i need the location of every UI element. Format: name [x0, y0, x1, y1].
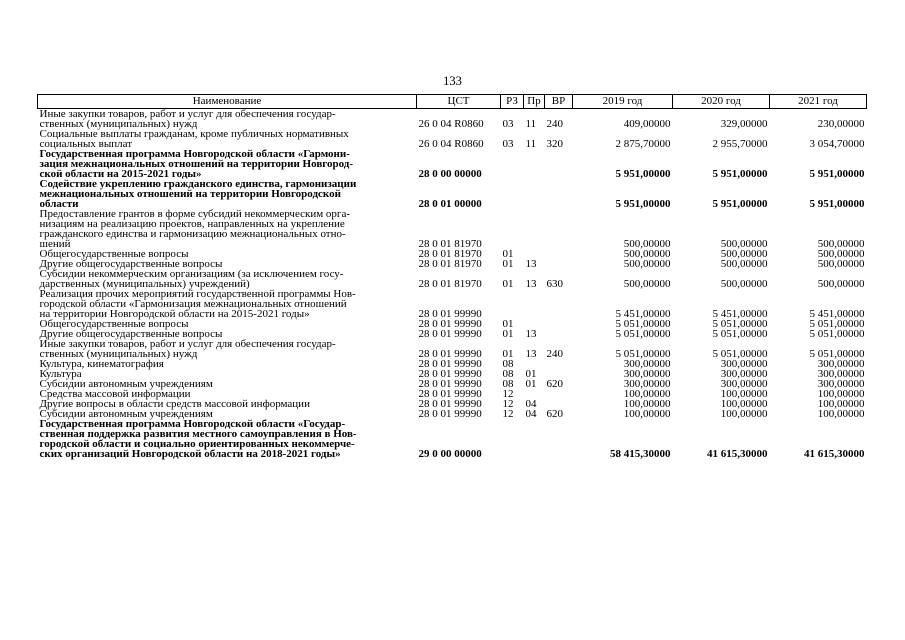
row-2020: 500,00000 [720, 258, 768, 270]
row-pr: 13 [525, 348, 537, 360]
row-2019: 300,00000 [623, 378, 671, 390]
row-name-line: Другие вопросы в области средств массовой информации [39, 398, 310, 410]
row-rz: 01 [502, 278, 514, 290]
row-name-line: городской области и социально ориентированных некоммерче- [39, 438, 355, 450]
row-name-line: Средства массовой информации [39, 388, 191, 400]
header-2021: 2021 год [770, 95, 867, 109]
table-row [38, 209, 867, 249]
row-2021: 100,00000 [817, 408, 865, 420]
row-2021: 5 451,00000 [809, 308, 865, 320]
table-header-row [38, 95, 867, 109]
row-name-line: Культура [39, 368, 82, 380]
row-name [38, 359, 417, 369]
row-2020: 5 051,00000 [712, 348, 768, 360]
row-cst: 28 0 01 99990 [418, 308, 482, 320]
row-rz [501, 179, 524, 209]
row-2019: 100,00000 [623, 398, 671, 410]
row-rz: 01 [502, 348, 514, 360]
row-name-line: шений [39, 238, 71, 250]
row-vr [545, 289, 573, 319]
row-rz: 01 [502, 258, 514, 270]
row-cst: 29 0 00 00000 [418, 448, 482, 460]
row-name-line: Содействие укреплению гражданского единства, гармонизации [39, 178, 357, 190]
row-name-line: Субсидии автономным учреждениям [39, 408, 213, 420]
row-name-line: области [39, 198, 79, 210]
row-2019: 5 951,00000 [615, 198, 671, 210]
table-row [38, 109, 867, 130]
row-2019: 5 451,00000 [615, 308, 671, 320]
row-2020: 5 051,00000 [712, 318, 768, 330]
row-2020: 500,00000 [720, 238, 768, 250]
row-name [38, 339, 417, 359]
row-vr [545, 359, 573, 369]
row-cst: 28 0 00 00000 [418, 168, 482, 180]
row-2019: 5 951,00000 [615, 168, 671, 180]
row-name-line: ственных (муниципальных) нужд [39, 118, 198, 130]
row-2021: 5 951,00000 [809, 168, 865, 180]
header-2019: 2019 год [573, 95, 673, 109]
row-pr: 11 [525, 118, 537, 130]
budget-table [37, 94, 867, 459]
row-2020: 5 951,00000 [712, 168, 768, 180]
row-2020: 100,00000 [720, 388, 768, 400]
row-pr [524, 289, 545, 319]
table-row [38, 149, 867, 179]
header-2020: 2020 год [673, 95, 770, 109]
row-name-line: Субсидии некоммерческим организациям (за исключением госу- [39, 268, 344, 280]
row-name-line: зация межнациональных отношений на территории Новгород- [39, 158, 354, 170]
row-rz [501, 149, 524, 179]
row-rz: 03 [502, 118, 514, 130]
row-2021: 41 615,30000 [804, 448, 865, 460]
row-pr: 13 [525, 278, 537, 290]
row-2020: 100,00000 [720, 408, 768, 420]
row-name-line: Другие общегосударственные вопросы [39, 328, 223, 340]
row-2021: 300,00000 [817, 358, 865, 370]
row-name-line: ственная поддержка развития местного самоуправления в Нов- [39, 428, 357, 440]
row-pr: 04 [525, 398, 537, 410]
row-vr [545, 149, 573, 179]
row-vr [545, 389, 573, 399]
row-pr: 01 [525, 378, 537, 390]
page-number: 133 [443, 74, 462, 88]
row-name-line: ских организаций Новгородской области на 2018-2021 годы» [39, 448, 341, 460]
row-2020: 329,00000 [720, 118, 768, 130]
row-name [38, 179, 417, 209]
row-rz: 12 [502, 388, 514, 400]
row-2019: 500,00000 [623, 258, 671, 270]
row-rz: 01 [502, 248, 514, 260]
row-name [38, 109, 417, 130]
table-row [38, 269, 867, 289]
row-pr [524, 419, 545, 459]
row-2020: 300,00000 [720, 368, 768, 380]
row-name-line: дарственных (муниципальных) учреждений) [39, 278, 250, 290]
row-2020: 300,00000 [720, 358, 768, 370]
row-2021: 500,00000 [817, 278, 865, 290]
row-name [38, 419, 417, 459]
row-2019: 5 051,00000 [615, 328, 671, 340]
row-2021: 5 051,00000 [809, 318, 865, 330]
row-rz: 03 [502, 138, 514, 150]
row-2020: 5 051,00000 [712, 328, 768, 340]
row-name [38, 269, 417, 289]
row-2021: 300,00000 [817, 368, 865, 380]
row-2019: 100,00000 [623, 408, 671, 420]
table-row [38, 419, 867, 459]
row-name-line: на территории Новгородской области на 2015-2021 годы» [39, 308, 310, 320]
row-2019: 100,00000 [623, 388, 671, 400]
row-2021: 100,00000 [817, 398, 865, 410]
row-vr [545, 419, 573, 459]
row-pr: 01 [525, 368, 537, 380]
header-name: Наименование [38, 95, 417, 109]
row-name-line: ственных (муниципальных) нужд [39, 348, 198, 360]
row-rz [501, 289, 524, 319]
row-name-line: социальных выплат [39, 138, 133, 150]
row-rz [501, 419, 524, 459]
row-2019: 58 415,30000 [610, 448, 671, 460]
row-2021: 500,00000 [817, 238, 865, 250]
row-rz: 08 [502, 358, 514, 370]
row-name-line: низациям на реализацию проектов, направленных на укрепление [39, 218, 345, 230]
row-cst: 28 0 01 99990 [418, 318, 482, 330]
row-vr: 240 [546, 348, 563, 360]
row-vr: 620 [546, 378, 563, 390]
row-name-line: Иные закупки товаров, работ и услуг для обеспечения государ- [39, 338, 336, 350]
row-pr: 04 [525, 408, 537, 420]
row-cst: 28 0 01 81970 [418, 248, 482, 260]
row-vr: 320 [546, 138, 563, 150]
row-vr: 630 [546, 278, 563, 290]
header-pr: Пр [524, 95, 545, 109]
row-vr [545, 249, 573, 259]
row-rz: 08 [502, 378, 514, 390]
row-2021: 5 051,00000 [809, 328, 865, 340]
row-2020: 500,00000 [720, 248, 768, 260]
table-row [38, 179, 867, 209]
row-pr [524, 209, 545, 249]
header-vr: ВР [545, 95, 573, 109]
row-cst: 28 0 01 99990 [418, 358, 482, 370]
row-name-line: Культура, кинематография [39, 358, 164, 370]
row-name-line: ской области на 2015-2021 годы» [39, 168, 202, 180]
row-2020: 5 951,00000 [712, 198, 768, 210]
row-rz: 12 [502, 408, 514, 420]
row-vr [545, 329, 573, 339]
row-2021: 5 051,00000 [809, 348, 865, 360]
table-row [38, 289, 867, 319]
row-cst: 28 0 01 81970 [418, 238, 482, 250]
row-rz: 12 [502, 398, 514, 410]
row-name [38, 129, 417, 149]
row-vr [545, 319, 573, 329]
row-2020: 300,00000 [720, 378, 768, 390]
row-pr [524, 149, 545, 179]
row-name-line: Государственная программа Новгородской области «Государ- [39, 418, 346, 430]
row-rz: 01 [502, 328, 514, 340]
row-2019: 500,00000 [623, 278, 671, 290]
row-name-line: Общегосударственные вопросы [39, 248, 189, 260]
table-body [38, 109, 867, 460]
row-2021: 5 951,00000 [809, 198, 865, 210]
header-cst: ЦСТ [417, 95, 501, 109]
row-cst: 26 0 04 R0860 [418, 138, 484, 150]
row-2019: 5 051,00000 [615, 348, 671, 360]
row-vr: 620 [546, 408, 563, 420]
row-2019: 500,00000 [623, 238, 671, 250]
row-cst: 28 0 01 99990 [418, 368, 482, 380]
row-name-line: Социальные выплаты гражданам, кроме публичных нормативных [39, 128, 349, 140]
row-cst: 28 0 01 99990 [418, 408, 482, 420]
row-name [38, 209, 417, 249]
row-2021: 230,00000 [817, 118, 865, 130]
row-cst: 28 0 01 81970 [418, 258, 482, 270]
row-2020: 5 451,00000 [712, 308, 768, 320]
row-cst: 28 0 01 99990 [418, 388, 482, 400]
row-vr [545, 259, 573, 269]
row-cst: 28 0 01 99990 [418, 398, 482, 410]
row-cst: 28 0 01 99990 [418, 328, 482, 340]
row-cst: 26 0 04 R0860 [418, 118, 484, 130]
row-rz: 08 [502, 368, 514, 380]
row-2020: 41 615,30000 [707, 448, 768, 460]
row-vr: 240 [546, 118, 563, 130]
row-2019: 500,00000 [623, 248, 671, 260]
header-rz: РЗ [501, 95, 524, 109]
row-rz [501, 209, 524, 249]
row-name-line: Общегосударственные вопросы [39, 318, 189, 330]
row-name-line: гражданского единства и гармонизацию межнациональных отно- [39, 228, 346, 240]
row-name-line: Реализация прочих мероприятий государственной программы Нов- [39, 288, 356, 300]
row-cst: 28 0 01 00000 [418, 198, 482, 210]
row-pr: 13 [525, 328, 537, 340]
row-2019: 300,00000 [623, 368, 671, 380]
row-pr: 11 [525, 138, 537, 150]
row-2019: 2 875,70000 [615, 138, 671, 150]
row-cst: 28 0 01 81970 [418, 278, 482, 290]
row-2021: 300,00000 [817, 378, 865, 390]
row-2021: 500,00000 [817, 258, 865, 270]
row-2019: 300,00000 [623, 358, 671, 370]
table-row [38, 129, 867, 149]
row-2020: 500,00000 [720, 278, 768, 290]
row-pr: 13 [525, 258, 537, 270]
row-2021: 100,00000 [817, 388, 865, 400]
row-name-line: Другие общегосударственные вопросы [39, 258, 223, 270]
row-name-line: межнациональных отношений на территории Новгородской [39, 188, 341, 200]
row-name-line: Предоставление грантов в форме субсидий некоммерческим орга- [39, 208, 350, 220]
row-cst: 28 0 01 99990 [418, 348, 482, 360]
row-2019: 409,00000 [623, 118, 671, 130]
row-name-line: городской области «Гармонизация межнациональных отношений [39, 298, 347, 310]
row-name-line: Иные закупки товаров, работ и услуг для обеспечения государ- [39, 108, 336, 120]
row-pr [524, 179, 545, 209]
row-2021: 3 054,70000 [809, 138, 865, 150]
row-2021: 500,00000 [817, 248, 865, 260]
row-cst: 28 0 01 99990 [418, 378, 482, 390]
row-vr [545, 209, 573, 249]
row-2020: 100,00000 [720, 398, 768, 410]
row-2019: 5 051,00000 [615, 318, 671, 330]
row-rz: 01 [502, 318, 514, 330]
table-row [38, 339, 867, 359]
row-name-line: Государственная программа Новгородской области «Гармони- [39, 148, 350, 160]
row-vr [545, 179, 573, 209]
row-name [38, 289, 417, 319]
row-name [38, 149, 417, 179]
row-name-line: Субсидии автономным учреждениям [39, 378, 213, 390]
row-2020: 2 955,70000 [712, 138, 768, 150]
